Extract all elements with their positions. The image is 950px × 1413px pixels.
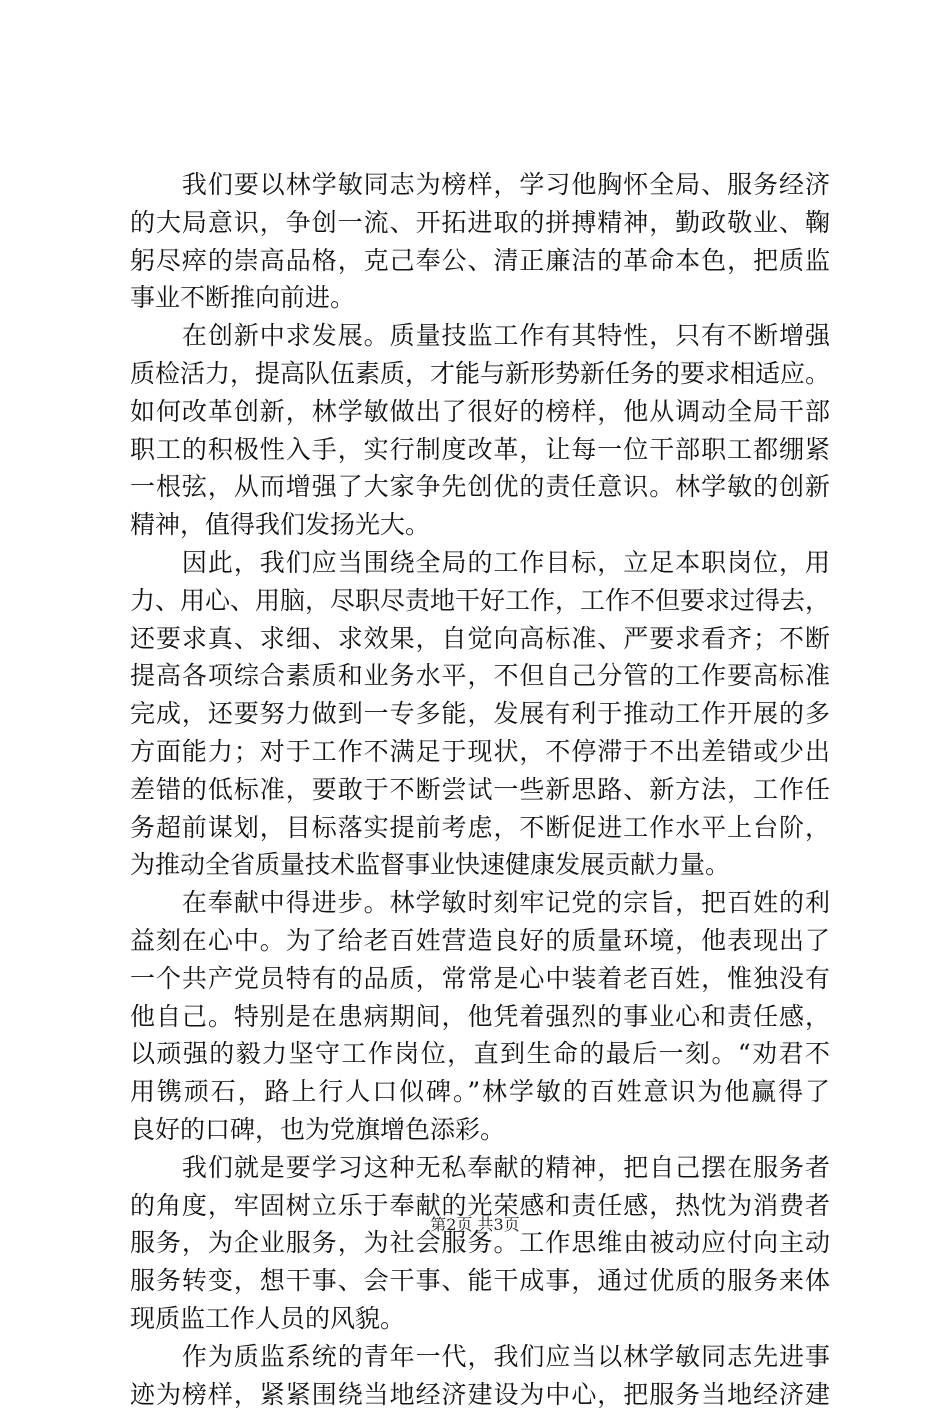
- text-line: 在创新中求发展。质量技监工作有其特性，只有不断增强: [130, 317, 830, 355]
- text-line: 我们要以林学敏同志为榜样，学习他胸怀全局、服务经济: [130, 166, 830, 204]
- text-line: 在奉献中得进步。林学敏时刻牢记党的宗旨，把百姓的利: [130, 884, 830, 922]
- text-line: 完成，还要努力做到一专多能，发展有利于推动工作开展的多: [130, 695, 830, 733]
- text-line: 我们就是要学习这种无私奉献的精神，把自己摆在服务者: [130, 1149, 830, 1187]
- text-line: 迹为榜样，紧紧围绕当地经济建设为中心，把服务当地经济建: [130, 1376, 830, 1413]
- text-line: 精神，值得我们发扬光大。: [130, 506, 830, 544]
- text-line: 方面能力；对于工作不满足于现状，不停滞于不出差错或少出: [130, 733, 830, 771]
- text-line: 提高各项综合素质和业务水平，不但自己分管的工作要高标准: [130, 657, 830, 695]
- text-line: 服务，为企业服务，为社会服务。工作思维由被动应付向主动: [130, 1224, 830, 1262]
- text-line: 差错的低标准，要敢于不断尝试一些新思路、新方法，工作任: [130, 771, 830, 809]
- text-line: 的角度，牢固树立乐于奉献的光荣感和责任感，热忱为消费者: [130, 1187, 830, 1225]
- text-line: 为推动全省质量技术监督事业快速健康发展贡献力量。: [130, 846, 830, 884]
- text-line: 用镌顽石，路上行人口似碑。”林学敏的百姓意识为他赢得了: [130, 1073, 830, 1111]
- text-line: 质检活力，提高队伍素质，才能与新形势新任务的要求相适应。: [130, 355, 830, 393]
- text-line: 躬尽瘁的崇高品格，克己奉公、清正廉洁的革命本色，把质监: [130, 242, 830, 280]
- text-line: 作为质监系统的青年一代，我们应当以林学敏同志先进事: [130, 1338, 830, 1376]
- text-line: 一根弦，从而增强了大家争先创优的责任意识。林学敏的创新: [130, 468, 830, 506]
- text-line: 以顽强的毅力坚守工作岗位，直到生命的最后一刻。“劝君不: [130, 1035, 830, 1073]
- text-line: 务超前谋划，目标落实提前考虑，不断促进工作水平上台阶，: [130, 809, 830, 847]
- text-line: 一个共产党员特有的品质，常常是心中装着老百姓，惟独没有: [130, 960, 830, 998]
- text-line: 的大局意识，争创一流、开拓进取的拼搏精神，勤政敬业、鞠: [130, 204, 830, 242]
- text-line: 因此，我们应当围绕全局的工作目标，立足本职岗位，用: [130, 544, 830, 582]
- text-line: 益刻在心中。为了给老百姓营造良好的质量环境，他表现出了: [130, 922, 830, 960]
- text-line: 职工的积极性入手，实行制度改革，让每一位干部职工都绷紧: [130, 431, 830, 469]
- text-line: 事业不断推向前进。: [130, 279, 830, 317]
- text-line: 如何改革创新，林学敏做出了很好的榜样，他从调动全局干部: [130, 393, 830, 431]
- text-line: 力、用心、用脑，尽职尽责地干好工作，工作不但要求过得去，: [130, 582, 830, 620]
- text-line: 服务转变，想干事、会干事、能干成事，通过优质的服务来体: [130, 1262, 830, 1300]
- text-line: 良好的口碑，也为党旗增色添彩。: [130, 1111, 830, 1149]
- text-line: 他自己。特别是在患病期间，他凭着强烈的事业心和责任感，: [130, 998, 830, 1036]
- text-line: 还要求真、求细、求效果，自觉向高标准、严要求看齐；不断: [130, 620, 830, 658]
- page-number-footer: 第2页 共3页: [0, 1215, 950, 1235]
- text-line: 现质监工作人员的风貌。: [130, 1300, 830, 1338]
